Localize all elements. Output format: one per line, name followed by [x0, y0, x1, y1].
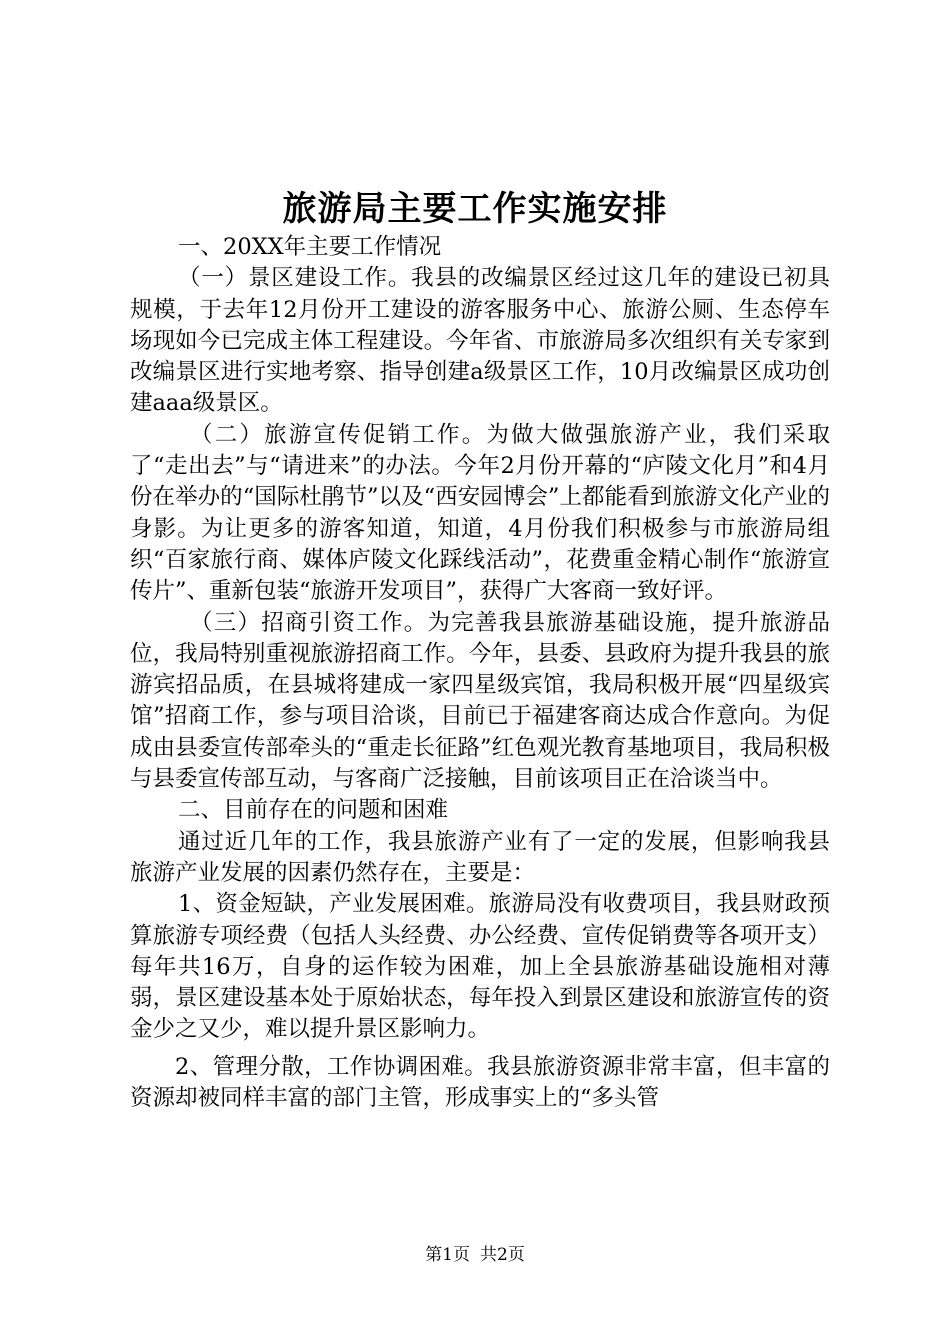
section-heading-2: 二、目前存在的问题和困难 [178, 797, 449, 824]
paragraph-tourism-promotion: （二）旅游宣传促销工作。为做大做强旅游产业，我们采取了“走出去”与“请进来”的办法。今年2月份开幕的“庐陵文化月”和4月份在举办的“国际杜鹃节”以及“西安园博会”上都能看到旅游文化产业的身影。为让更多的游客知道，知道，4月份我们积极参与市旅游局组织“百家旅行商、媒体庐陵文化踩线活动”，花费重金精心制作“旅游宣传片”、重新包装“旅游开发项目”，获得广大客商一致好评。 [130, 421, 830, 605]
paragraph-management-dispersion: 2、管理分散，工作协调困难。我县旅游资源非常丰富，但丰富的资源却被同样丰富的部门主管，形成事实上的“多头管 [130, 1053, 830, 1112]
paragraph-scenic-construction: （一）景区建设工作。我县的改编景区经过这几年的建设已初具规模，于去年12月份开工建设的游客服务中心、旅游公厕、生态停车场现如今已完成主体工程建设。今年省、市旅游局多次组织有关专家到改编景区进行实地考察、指导创建a级景区工作，10月改编景区成功创建aaa级景区。 [130, 265, 830, 417]
section-heading-1: 一、20XX年主要工作情况 [178, 234, 442, 260]
paragraph-investment: （三）招商引资工作。为完善我县旅游基础设施，提升旅游品位，我局特别重视旅游招商工作。今年，县委、县政府为提升我县的旅游宾招品质，在县城将建成一家四星级宾馆，我局积极开展“四星级宾馆”招商工作，参与项目洽谈，目前已于福建客商达成合作意向。为促成由县委宣传部牵头的“重走长征路”红色观光教育基地项目，我局积极与县委宣传部互动，与客商广泛接触，目前该项目正在洽谈当中。 [130, 609, 830, 793]
document-body [130, 232, 830, 1114]
paragraph-funding-shortage: 1、资金短缺，产业发展困难。旅游局没有收费项目，我县财政预算旅游专项经费（包括人头经费、办公经费、宣传促销费等各项开支）每年共16万，自身的运作较为困难，加上全县旅游基础设施相对薄弱，景区建设基本处于原始状态，每年投入到景区建设和旅游宣传的资金少之又少，难以提升景区影响力。 [130, 891, 830, 1043]
page-footer [0, 1244, 950, 1266]
document-title: 旅游局主要工作实施安排 [282, 189, 668, 229]
page-number-total: 共2页 [480, 1245, 525, 1265]
paragraph-problems-intro: 通过近几年的工作，我县旅游产业有了一定的发展，但影响我县旅游产业发展的因素仍然存在，主要是： [130, 828, 830, 886]
page-number-current: 第1页 [425, 1245, 470, 1265]
